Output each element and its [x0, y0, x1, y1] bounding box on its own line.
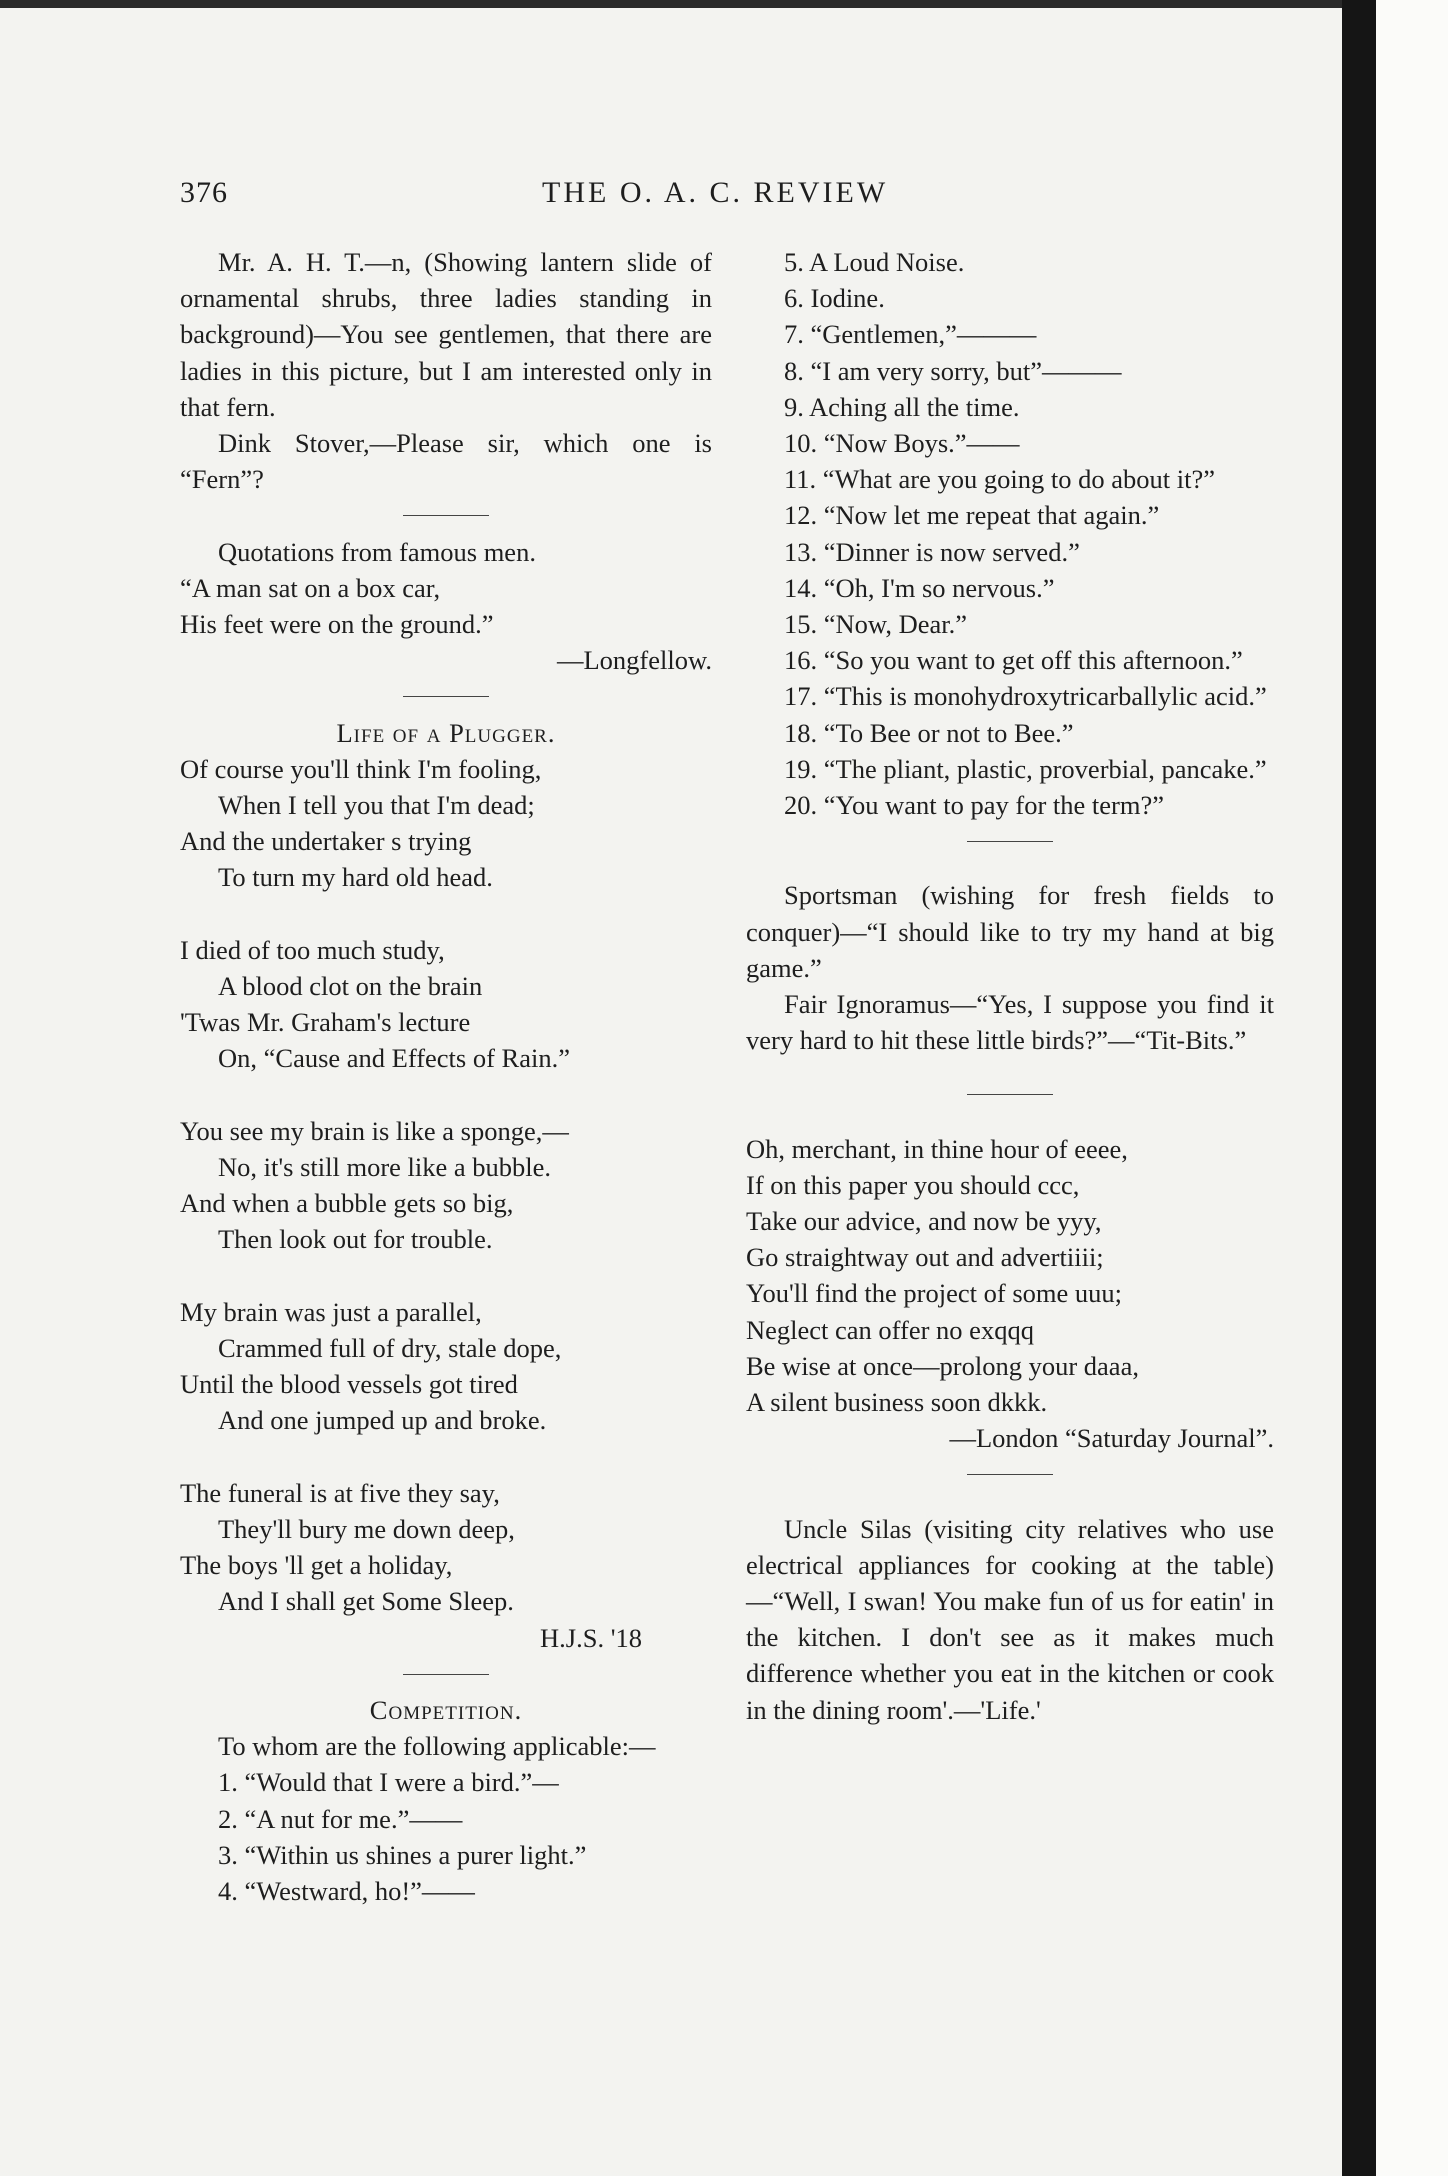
competition-item: 18. “To Bee or not to Bee.” — [784, 717, 1074, 748]
competition-item: 4. “Westward, ho!”—— — [218, 1876, 475, 1907]
competition-item: 15. “Now, Dear.” — [784, 609, 967, 640]
poem-line: No, it's still more like a bubble. — [218, 1152, 552, 1183]
poem-line: To turn my hard old head. — [218, 862, 493, 893]
poem-line: If on this paper you should ccc, — [746, 1169, 1080, 1200]
poem-line: On, “Cause and Effects of Rain.” — [218, 1043, 570, 1074]
poem-line: And the undertaker s trying — [180, 826, 472, 857]
competition-item: 6. Iodine. — [784, 283, 885, 314]
section-divider — [746, 823, 1274, 859]
quotation-attribution: —Longfellow. — [556, 645, 712, 676]
poem-stanza — [180, 932, 712, 1077]
poem-title: Life of a Plugger. — [336, 717, 556, 748]
poem-stanza — [180, 1113, 712, 1258]
section-divider — [180, 497, 712, 533]
section-divider — [180, 678, 712, 714]
top-border — [0, 0, 1342, 8]
sportsman-paragraph: Sportsman (wishing for fresh fields to conquer)—“I should like to try my hand at big game.” — [746, 880, 1274, 983]
competition-item: 1. “Would that I were a bird.”— — [218, 1767, 559, 1798]
poem-stanza — [180, 1294, 712, 1439]
poem-line: Go straightway out and advertiiii; — [746, 1242, 1104, 1273]
journal-title: THE O. A. C. REVIEW — [542, 176, 889, 209]
poem-line: And I shall get Some Sleep. — [218, 1586, 514, 1617]
competition-item: 7. “Gentlemen,”——— — [784, 319, 1037, 350]
section-divider — [746, 1076, 1274, 1112]
merchant-poem — [746, 1131, 1274, 1421]
left-column — [180, 244, 712, 1909]
competition-item: 20. “You want to pay for the term?” — [784, 790, 1164, 821]
poem-line: You'll find the project of some uuu; — [746, 1278, 1122, 1309]
book-spine-shadow — [1342, 0, 1376, 2176]
competition-item: 17. “This is monohydroxytricarballylic acid.” — [784, 681, 1267, 712]
competition-title: Competition. — [369, 1695, 523, 1726]
poem-line: When I tell you that I'm dead; — [218, 790, 535, 821]
poem-line: A blood clot on the brain — [218, 971, 483, 1002]
page-number: 376 — [180, 176, 228, 209]
poem-line: A silent business soon dkkk. — [746, 1387, 1048, 1418]
poem-line: You see my brain is like a sponge,— — [180, 1115, 569, 1146]
competition-item: 14. “Oh, I'm so nervous.” — [784, 572, 1055, 603]
poem-line: 'Twas Mr. Graham's lecture — [180, 1007, 471, 1038]
quotation-heading: Quotations from famous men. — [218, 536, 536, 567]
section-divider — [746, 1456, 1274, 1492]
poem-line: Until the blood vessels got tired — [180, 1369, 518, 1400]
poem-line: The funeral is at five they say, — [180, 1477, 500, 1508]
competition-item: 10. “Now Boys.”—— — [784, 428, 1020, 459]
quotation-line: “A man sat on a box car, — [180, 572, 441, 603]
section-divider — [180, 1656, 712, 1692]
page-header — [180, 176, 1180, 226]
right-column — [746, 244, 1274, 1728]
sportsman-paragraph: Fair Ignoramus—“Yes, I suppose you find it very hard to hit these little birds?”—“Tit-Bits.” — [746, 989, 1274, 1056]
poem-line: Take our advice, and now be yyy, — [746, 1206, 1102, 1237]
poem-line: I died of too much study, — [180, 934, 445, 965]
competition-item: 3. “Within us shines a purer light.” — [218, 1839, 587, 1870]
poem-stanza — [180, 751, 712, 896]
quotation-line: His feet were on the ground.” — [180, 609, 494, 640]
poem-line: Then look out for trouble. — [218, 1224, 493, 1255]
poem-line: They'll bury me down deep, — [218, 1514, 515, 1545]
competition-item: 13. “Dinner is now served.” — [784, 536, 1080, 567]
competition-item: 16. “So you want to get off this afternoon.” — [784, 645, 1243, 676]
facing-page-edge — [1376, 0, 1448, 2176]
poem-line: My brain was just a parallel, — [180, 1296, 482, 1327]
competition-item: 12. “Now let me repeat that again.” — [784, 500, 1160, 531]
poem-line: Crammed full of dry, stale dope, — [218, 1333, 562, 1364]
poem-line: Be wise at once—prolong your daaa, — [746, 1350, 1139, 1381]
poem-line: Of course you'll think I'm fooling, — [180, 753, 542, 784]
poem-stanza — [180, 1475, 712, 1620]
poem-line: Neglect can offer no exqqq — [746, 1314, 1034, 1345]
competition-item: 19. “The pliant, plastic, proverbial, pancake.” — [784, 753, 1267, 784]
competition-item: 9. Aching all the time. — [784, 391, 1020, 422]
uncle-silas-paragraph: Uncle Silas (visiting city relatives who use electrical appliances for cooking at the table)—“Well, I swan! You make fun of us for eatin' in the kitchen. I don't see as it makes much difference whether you eat in the kitchen or cook in the dining room'.—'Life.' — [746, 1513, 1274, 1725]
competition-intro: To whom are the following applicable:— — [218, 1731, 656, 1762]
competition-item: 2. “A nut for me.”—— — [218, 1803, 463, 1834]
poem-line: And one jumped up and broke. — [218, 1405, 547, 1436]
competition-item: 8. “I am very sorry, but”——— — [784, 355, 1122, 386]
poem-line: Oh, merchant, in thine hour of eeee, — [746, 1133, 1128, 1164]
poem-signature: H.J.S. '18 — [540, 1622, 642, 1653]
poem-line: And when a bubble gets so big, — [180, 1188, 514, 1219]
anecdote-paragraph: Mr. A. H. T.—n, (Showing lantern slide of ornamental shrubs, three ladies standing in background)—You see gentlemen, that there are ladies in this picture, but I am interested only in that fern. — [180, 247, 712, 422]
anecdote-paragraph: Dink Stover,—Please sir, which one is “Fern”? — [180, 428, 712, 495]
poem-line: The boys 'll get a holiday, — [180, 1550, 453, 1581]
competition-item: 5. A Loud Noise. — [784, 247, 965, 277]
competition-item: 11. “What are you going to do about it?” — [784, 464, 1215, 495]
merchant-poem-attribution: —London “Saturday Journal”. — [949, 1423, 1274, 1454]
